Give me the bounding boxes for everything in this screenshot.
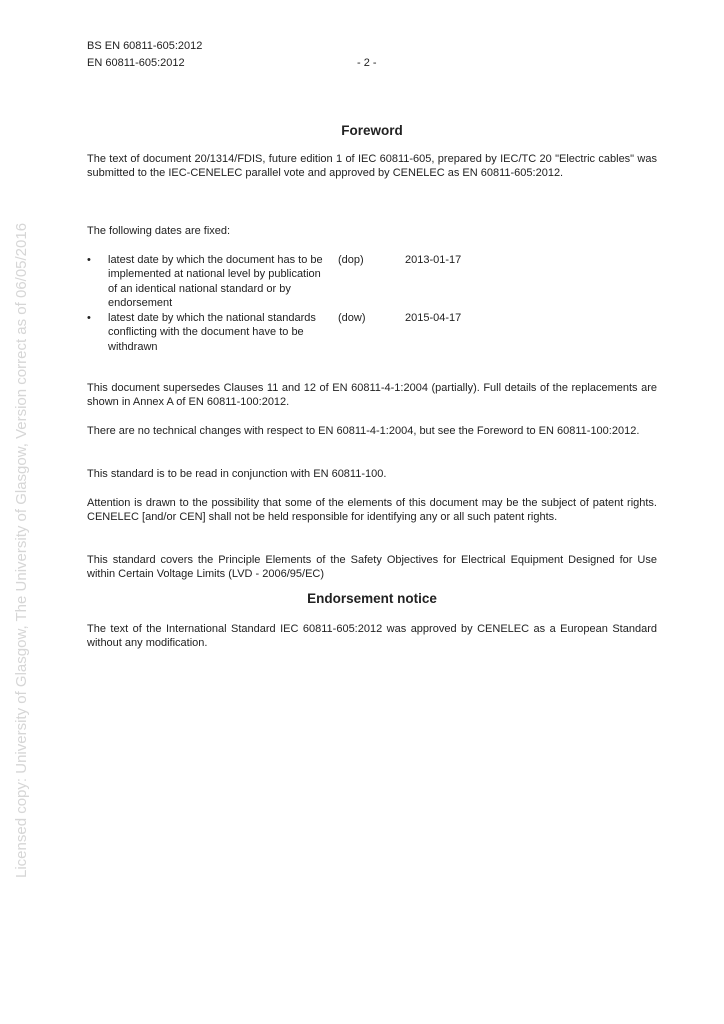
date-description: latest date by which the national standards conflicting with the document have to be withdrawn (108, 312, 316, 353)
foreword-heading: Foreword (341, 123, 403, 138)
header-en-number: EN 60811-605:2012 (87, 57, 185, 69)
date-code: (dop) (338, 254, 364, 266)
date-value: 2015-04-17 (405, 312, 462, 324)
bullet-marker: • (87, 254, 91, 266)
license-watermark: Licensed copy: University of Glasgow, The University of Glasgow, Version correct as of 06/05/2016 (13, 222, 30, 878)
bullet-marker: • (87, 312, 91, 324)
header-bs-number: BS EN 60811-605:2012 (87, 40, 203, 52)
conjunction-paragraph: This standard is to be read in conjunction with EN 60811-100. (87, 468, 387, 480)
date-code: (dow) (338, 312, 366, 324)
foreword-intro-paragraph: The text of document 20/1314/FDIS, future edition 1 of IEC 60811-605, prepared by IEC/TC 20 "Electric cables" was submitted to the IEC-CENELEC parallel vote and approved by CENELEC as EN 60811-605:2012. (87, 153, 657, 180)
technical-changes-paragraph: There are no technical changes with respect to EN 60811-4-1:2004, but see the Foreword to EN 60811-100:2012. (87, 425, 640, 437)
page-number: - 2 - (357, 57, 377, 69)
date-value: 2013-01-17 (405, 254, 462, 266)
lvd-paragraph: This standard covers the Principle Elements of the Safety Objectives for Electrical Equipment Designed for Use within Certain Voltage Limits (LVD - 2006/95/EC) (87, 554, 657, 581)
date-description: latest date by which the document has to be implemented at national level by publication of an identical national standard or by endorsement (108, 254, 323, 309)
dates-intro-paragraph: The following dates are fixed: (87, 225, 231, 237)
supersedes-paragraph: This document supersedes Clauses 11 and 12 of EN 60811-4-1:2004 (partially). Full details of the replacements are shown in Annex A of EN 60811-100:2012. (87, 382, 657, 409)
endorsement-paragraph: The text of the International Standard IEC 60811-605:2012 was approved by CENELEC as a European Standard without any modification. (87, 623, 657, 650)
endorsement-heading: Endorsement notice (307, 591, 437, 606)
patent-paragraph: Attention is drawn to the possibility that some of the elements of this document may be the subject of patent rights. CENELEC [and/or CEN] shall not be held responsible for identifying any or all such patent rights. (87, 497, 657, 524)
